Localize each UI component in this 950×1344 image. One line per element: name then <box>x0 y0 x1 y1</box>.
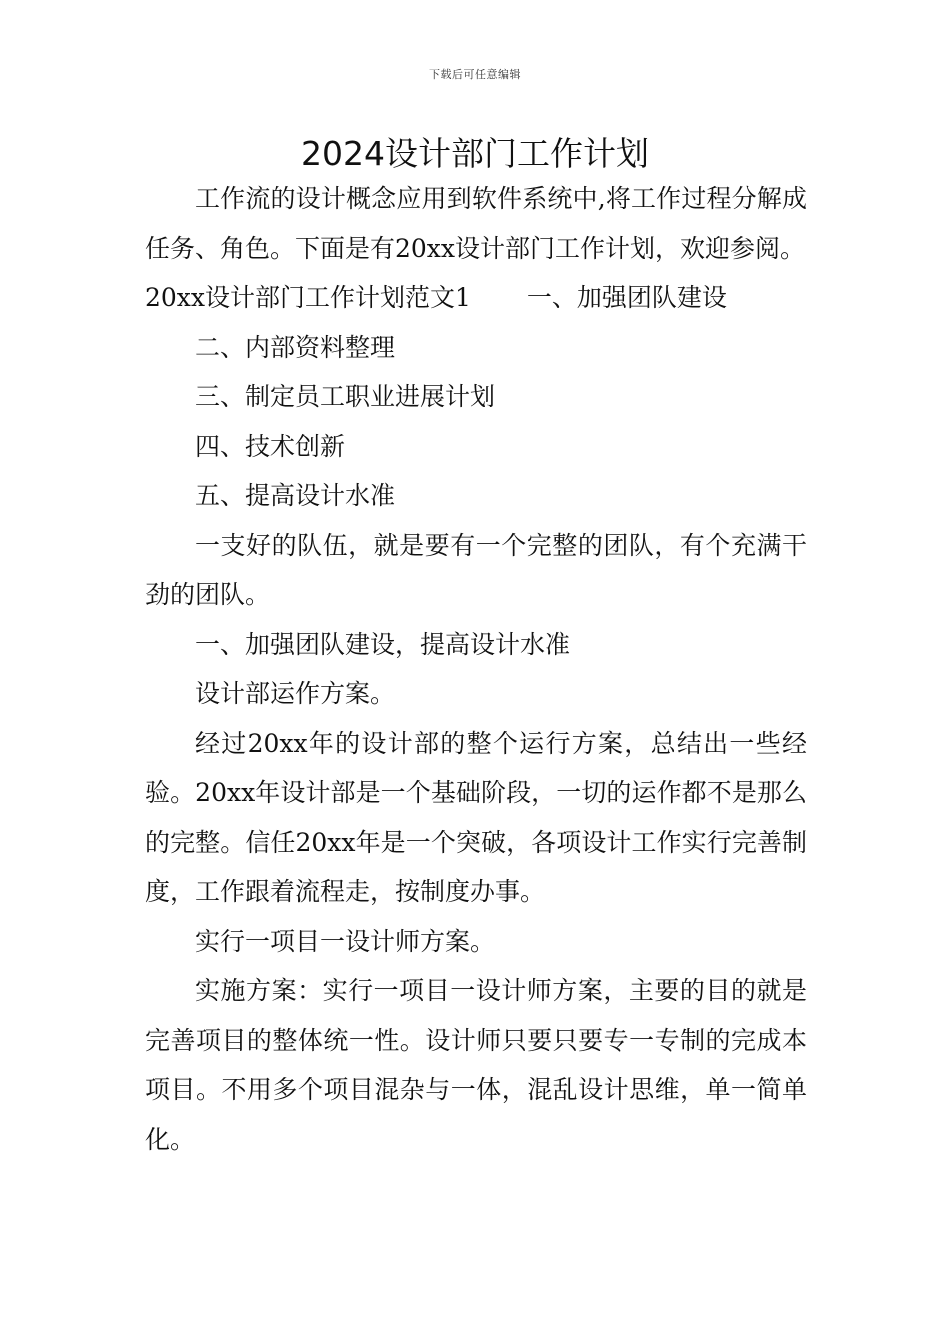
intro-paragraph: 工作流的设计概念应用到软件系统中,将工作过程分解成任务、角色。下面是有20xx设计部门工作计划，欢迎参阅。 <box>145 184 807 263</box>
section-heading: 20xx设计部门工作计划范文1 <box>145 283 471 312</box>
plan-paragraph: 设计部运作方案。 <box>195 679 396 708</box>
document-body <box>145 174 807 1164</box>
implementation-paragraph: 实施方案：实行一项目一设计师方案，主要的目的就是完善项目的整体统一性。设计师只要只要专一专制的完成本项目。不用多个项目混杂与一体，混乱设计思维，单一简单化。 <box>145 976 807 1154</box>
experience-paragraph: 经过20xx年的设计部的整个运行方案，总结出一些经验。20xx年设计部是一个基础阶段，一切的运作都不是那么的完整。信任20xx年是一个突破，各项设计工作实行完善制度，工作跟着流程走，按制度办事。 <box>145 728 807 906</box>
page-title: 2024设计部门工作计划 <box>301 134 649 173</box>
heading-1-paragraph: 一、加强团队建设，提高设计水准 <box>195 629 571 659</box>
team-paragraph: 一支好的队伍，就是要有一个完整的团队，有个充满干劲的团队。 <box>145 530 807 609</box>
point-4: 四、技术创新 <box>195 431 346 461</box>
one-designer-paragraph: 实行一项目一设计师方案。 <box>195 926 496 956</box>
point-3: 三、制定员工职业进展计划 <box>195 382 496 411</box>
point-2: 二、内部资料整理 <box>195 332 396 362</box>
point-1: 一、加强团队建设 <box>526 283 727 312</box>
point-5: 五、提高设计水准 <box>195 481 396 510</box>
header-note: 下载后可任意编辑 <box>429 68 521 81</box>
section-heading-line <box>145 273 807 323</box>
